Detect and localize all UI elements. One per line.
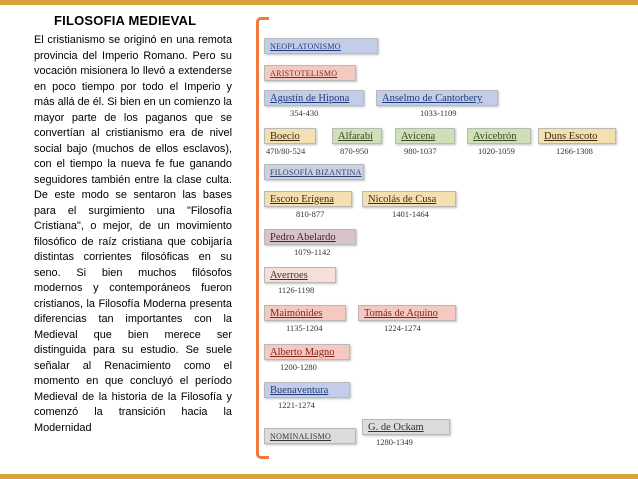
bottom-accent-rule bbox=[0, 474, 638, 479]
philosopher-dates: 354-430 bbox=[290, 108, 319, 118]
philosopher-nicolas-de-cusa bbox=[362, 191, 456, 207]
philosopher-dates: 1033-1109 bbox=[420, 108, 457, 118]
philosopher-anselmo-de-cantorbery bbox=[376, 90, 498, 106]
philosopher-alfarabi bbox=[332, 128, 382, 144]
philosopher-name: Pedro Abelardo bbox=[270, 232, 336, 243]
philosopher-dates: 1200-1280 bbox=[280, 362, 317, 372]
philosopher-name: Duns Escoto bbox=[544, 131, 598, 142]
category-label: ARISTOTELISMO bbox=[270, 69, 338, 78]
philosopher-dates: 1224-1274 bbox=[384, 323, 421, 333]
philosopher-dates: 810-877 bbox=[296, 209, 325, 219]
philosopher-dates: 470/80-524 bbox=[266, 146, 306, 156]
philosopher-dates: 1401-1464 bbox=[392, 209, 429, 219]
philosopher-dates: 1079-1142 bbox=[294, 247, 331, 257]
philosopher-avicebron bbox=[467, 128, 531, 144]
philosopher-averroes bbox=[264, 267, 336, 283]
category-label: NEOPLATONISMO bbox=[270, 42, 341, 51]
category-aristotelismo bbox=[264, 65, 356, 81]
philosopher-name: Agustín de Hipona bbox=[270, 93, 350, 104]
philosopher-escoto-erigena bbox=[264, 191, 352, 207]
philosopher-dates: 1135-1204 bbox=[286, 323, 323, 333]
philosopher-boecio bbox=[264, 128, 316, 144]
philosopher-dates: 1126-1198 bbox=[278, 285, 315, 295]
philosopher-name: Avicebrón bbox=[473, 131, 517, 142]
philosopher-dates: 1280-1349 bbox=[376, 437, 413, 447]
category-neoplatonismo bbox=[264, 38, 378, 54]
philosopher-dates: 1020-1059 bbox=[478, 146, 515, 156]
category-filosofia-bizantina bbox=[264, 164, 364, 180]
philosopher-alberto-magno bbox=[264, 344, 350, 360]
philosopher-dates: 1266-1308 bbox=[556, 146, 593, 156]
philosopher-name: Alfarabí bbox=[338, 131, 373, 142]
philosopher-agustin-de-hipona bbox=[264, 90, 364, 106]
philosopher-name: Tomás de Aquino bbox=[364, 308, 438, 319]
philosopher-buenaventura bbox=[264, 382, 350, 398]
philosopher-tomas-de-aquino bbox=[358, 305, 456, 321]
philosopher-avicena bbox=[395, 128, 455, 144]
philosopher-name: Escoto Erígena bbox=[270, 194, 334, 205]
philosopher-name: Anselmo de Cantorbery bbox=[382, 93, 483, 104]
philosopher-g-de-ockam bbox=[362, 419, 450, 435]
philosopher-name: Buenaventura bbox=[270, 385, 329, 396]
philosopher-dates: 1221-1274 bbox=[278, 400, 315, 410]
philosopher-dates: 980-1037 bbox=[404, 146, 437, 156]
philosopher-name: Nicolás de Cusa bbox=[368, 194, 437, 205]
body-paragraph: El cristianismo se originó en una remota provincia del Imperio Romano. Pero su vocación misionera lo llevó a extenderse en poco tiempo por todo el Imperio y más allá de él. Si bien en un comienzo la mayor parte de los paganos que se convertían al cristianismo era de nivel social bajo (muchos de ellos esclavos), con el tiempo la nueva fe fue ganando seguidores también entre la clase culta. De este modo se sentaron las bases para el surgimiento una "Filosofía Cristiana", o mejor, de un movimiento filosófico de raíz cristiana que cobijaría distintas corrientes filosóficas en su seno. Si bien muchos filósofos modernos y contemporáneos fueron cristianos, la Filosofía Moderna presenta diferencias tan importantes con la Medieval que bien merece ser distinguida para su estudio. Se suele señalar al Renacimiento como el momento en que concluyó el período Medieval de la historia de la Filosofía y comenzó la transición hacia la Modernidad bbox=[34, 34, 232, 434]
philosopher-duns-escoto bbox=[538, 128, 616, 144]
philosopher-maimonides bbox=[264, 305, 346, 321]
philosopher-name: G. de Ockam bbox=[368, 422, 424, 433]
philosopher-name: Avicena bbox=[401, 131, 436, 142]
philosopher-pedro-abelardo bbox=[264, 229, 356, 245]
category-label: NOMINALISMO bbox=[270, 432, 332, 441]
philosopher-dates: 870-950 bbox=[340, 146, 369, 156]
page-title: FILOSOFIA MEDIEVAL bbox=[54, 13, 197, 28]
philosopher-name: Averroes bbox=[270, 270, 308, 281]
philosopher-name: Maimónides bbox=[270, 308, 323, 319]
category-nominalismo bbox=[264, 428, 356, 444]
philosopher-name: Alberto Magno bbox=[270, 347, 335, 358]
philosopher-name: Boecio bbox=[270, 131, 300, 142]
category-label: FILOSOFÍA BIZANTINA bbox=[270, 168, 362, 177]
top-accent-rule bbox=[0, 0, 638, 5]
